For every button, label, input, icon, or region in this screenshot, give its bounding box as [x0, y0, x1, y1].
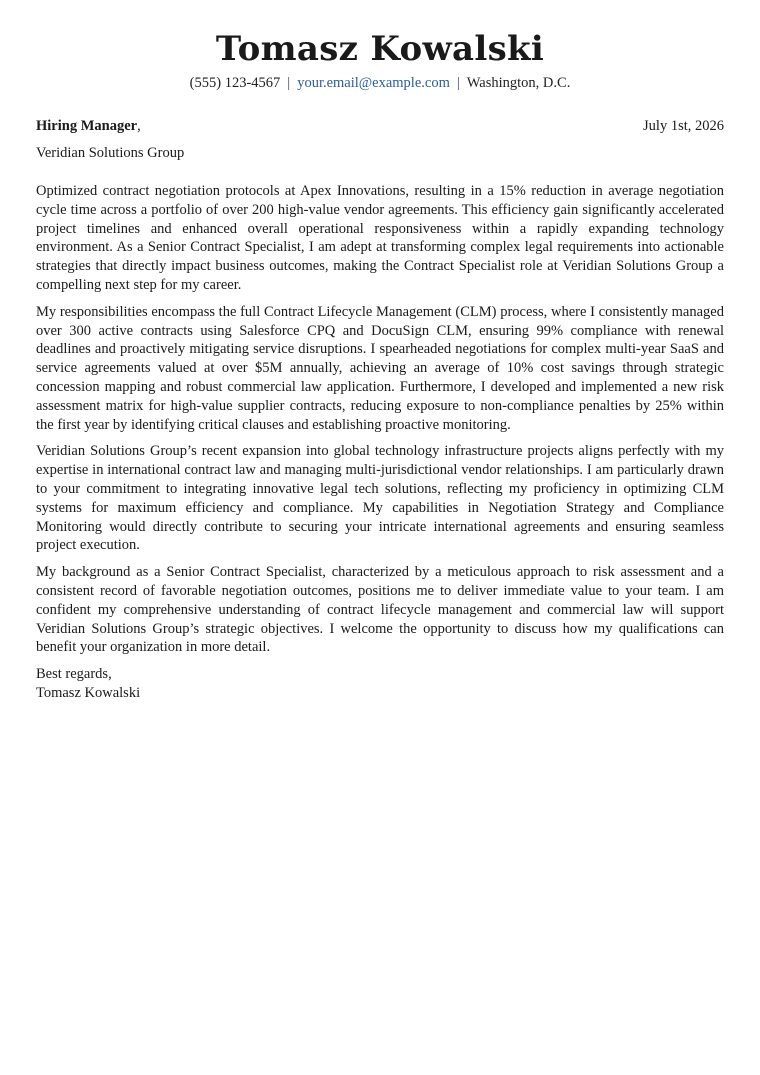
salutation — [36, 117, 141, 135]
contact-separator: | — [287, 75, 291, 91]
applicant-name: Tomasz Kowalski — [215, 29, 545, 69]
contact-line — [36, 74, 724, 92]
letter-date: July 1st, 2026 — [643, 118, 724, 134]
body-paragraph: My responsibilities encompass the full Contract Lifecycle Management (CLM) process, where I consistently managed over 300 active contracts using Salesforce CPQ and DocuSign CLM, ensuring 99% compliance with renewal deadlines and proactively mitigating service disruptions. I spearheaded negotiations for complex multi-year SaaS and service agreements valued at over $5M annually, achieving an average of 10% cost savings through strategic concession mapping and robust commercial law application. Furthermore, I developed and implemented a new risk assessment matrix for high-value supplier contracts, reducing exposure to non-compliance penalties by 25% within the first year by identifying critical clauses and establishing proactive monitoring. — [36, 303, 724, 433]
recipient-company: Veridian Solutions Group — [36, 145, 185, 161]
closing-block — [36, 665, 724, 703]
recipient-name: Hiring Manager — [36, 118, 138, 134]
cover-letter — [36, 30, 724, 703]
location: Washington, D.C. — [466, 75, 571, 91]
email-link[interactable]: your.email@example.com — [297, 75, 450, 91]
closing-phrase: Best regards, — [36, 666, 112, 683]
body-paragraph: Veridian Solutions Group’s recent expansion into global technology infrastructure projects aligns perfectly with my expertise in international contract law and managing multi-jurisdictional vendor relationships. I am particularly drawn to your commitment to integrating innovative legal tech solutions, reflecting my proficiency in optimizing CLM systems for maximum efficiency and compliance. My capabilities in Negotiation Strategy and Compliance Monitoring would directly contribute to securing your intricate international agreements and ensuring seamless project execution. — [36, 443, 724, 554]
phone-number: (555) 123-4567 — [189, 75, 281, 91]
salutation-row — [36, 117, 724, 135]
contact-separator: | — [456, 75, 460, 91]
salutation-punct: , — [137, 118, 141, 134]
body-paragraph: My background as a Senior Contract Specialist, characterized by a meticulous approach to risk assessment and a consistent record of favorable negotiation outcomes, positions me to deliver immediate value to your team. I am confident my comprehensive understanding of contract lifecycle management and commercial law will support Veridian Solutions Group’s strategic objectives. I welcome the opportunity to discuss how my qualifications can benefit your organization in more detail. — [36, 564, 724, 656]
signature-name: Tomasz Kowalski — [36, 684, 141, 701]
body-paragraph: Optimized contract negotiation protocols at Apex Innovations, resulting in a 15% reduction in average negotiation cycle time across a portfolio of over 200 high-value vendor agreements. This efficiency gain significantly accelerated project timelines and enhanced overall operational responsiveness within a rapidly expanding technology environment. As a Senior Contract Specialist, I am adept at transforming complex legal requirements into actionable strategies that directly impact business outcomes, making the Contract Specialist role at Veridian Solutions Group a compelling next step for my career. — [36, 183, 724, 293]
